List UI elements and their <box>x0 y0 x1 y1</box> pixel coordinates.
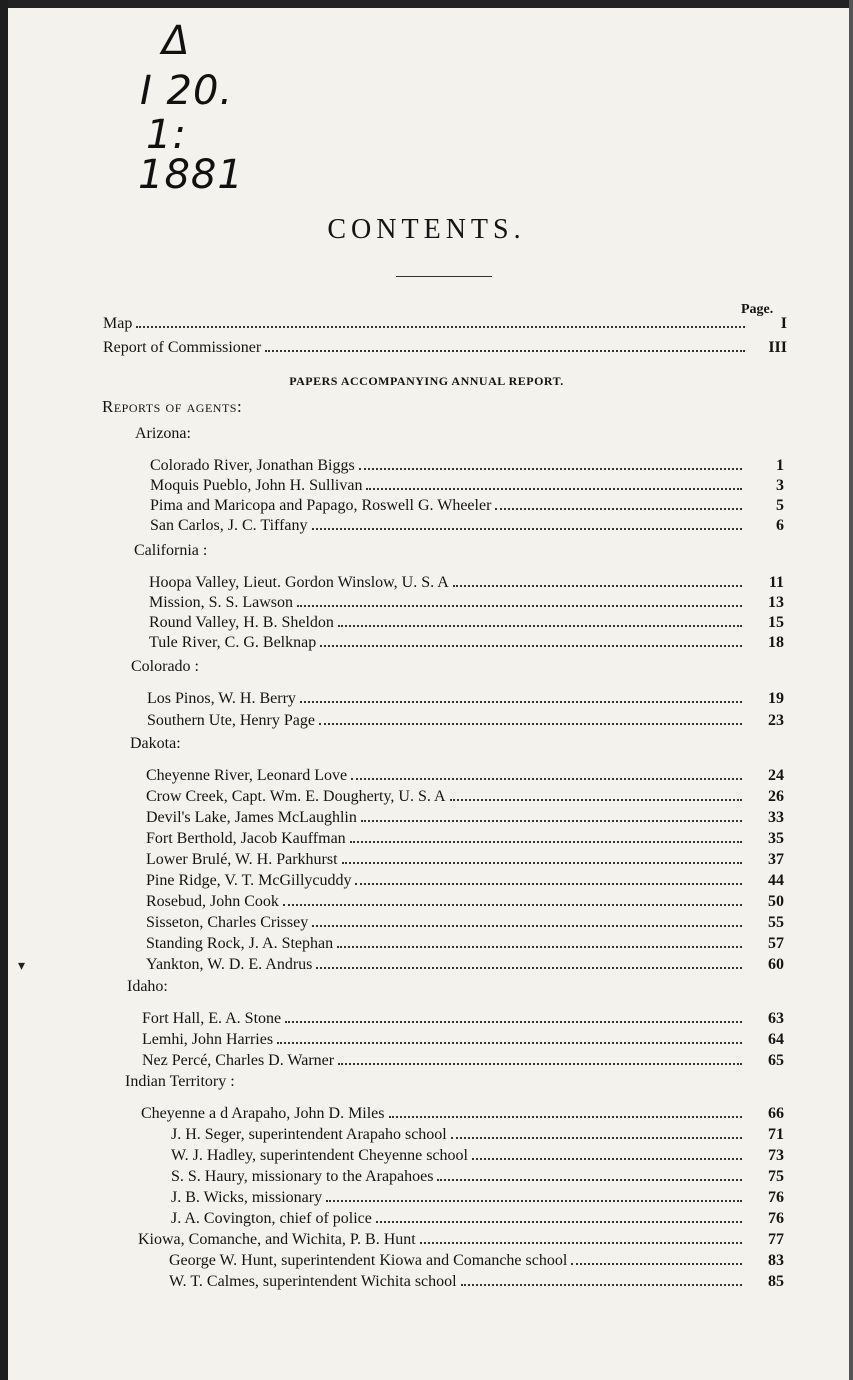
toc-entry <box>150 515 784 535</box>
toc-entry <box>171 1124 784 1144</box>
title-rule <box>396 276 492 277</box>
toc-entry-label: Map <box>103 315 133 332</box>
toc-entry-label: Moquis Pueblo, John H. Sullivan <box>150 477 363 494</box>
leader-dots <box>320 645 742 647</box>
toc-entry-label: Mission, S. S. Lawson <box>149 594 294 611</box>
toc-entry-page: 19 <box>768 690 784 707</box>
toc-entry <box>150 455 784 475</box>
toc-entry-label: J. A. Covington, chief of police <box>171 1210 372 1227</box>
toc-entry <box>149 632 784 652</box>
toc-entry <box>146 765 784 785</box>
toc-entry-label: Rosebud, John Cook <box>146 893 279 910</box>
toc-entry <box>146 849 784 869</box>
toc-entry-label: Fort Berthold, Jacob Kauffman <box>146 830 346 847</box>
toc-entry-label: San Carlos, J. C. Tiffany <box>150 517 308 534</box>
handwritten-year: 1881 <box>138 152 244 198</box>
handwritten-mark-1: Δ <box>162 18 191 64</box>
leader-dots <box>571 1263 742 1265</box>
leader-dots <box>285 1021 742 1023</box>
toc-entry <box>146 912 784 932</box>
toc-entry-report-of-commissioner <box>103 337 787 357</box>
toc-entry-page: 66 <box>768 1105 784 1122</box>
toc-entry-label: Fort Hall, E. A. Stone <box>142 1010 282 1027</box>
section-heading: PAPERS ACCOMPANYING ANNUAL REPORT. <box>289 374 564 388</box>
toc-entry <box>147 710 784 730</box>
leader-dots <box>359 468 742 470</box>
toc-entry <box>149 612 784 632</box>
toc-entry-page: 11 <box>768 574 784 591</box>
toc-entry-page: 18 <box>768 634 784 651</box>
toc-entry <box>150 475 784 495</box>
toc-entry-label: Southern Ute, Henry Page <box>147 712 315 729</box>
toc-entry <box>146 807 784 827</box>
toc-entry-page: 1 <box>776 457 784 474</box>
toc-entry-page: 6 <box>776 517 784 534</box>
toc-entry <box>169 1250 784 1270</box>
toc-entry-label: Los Pinos, W. H. Berry <box>147 690 296 707</box>
leader-dots <box>376 1221 742 1223</box>
toc-entry-page: 63 <box>768 1010 784 1027</box>
toc-entry <box>138 1229 784 1249</box>
scan-edge-left <box>0 0 8 1380</box>
toc-entry-page: 83 <box>768 1252 784 1269</box>
toc-entry-page: III <box>768 339 787 356</box>
leader-dots <box>389 1116 742 1118</box>
toc-entry <box>146 786 784 806</box>
toc-entry-label: J. B. Wicks, missionary <box>171 1189 323 1206</box>
scan-edge-right <box>849 0 853 1380</box>
state-heading-dakota: Dakota: <box>130 735 181 752</box>
toc-entry-label: Pima and Maricopa and Papago, Roswell G. Wheeler <box>150 497 492 514</box>
toc-entry-label: Lemhi, John Harries <box>142 1031 274 1048</box>
toc-entry-label: Sisseton, Charles Crissey <box>146 914 309 931</box>
toc-entry-page: 33 <box>768 809 784 826</box>
toc-entry-label: Devil's Lake, James McLaughlin <box>146 809 357 826</box>
toc-entry-page: 50 <box>768 893 784 910</box>
leader-dots <box>297 605 742 607</box>
leader-dots <box>437 1179 742 1181</box>
toc-entry-label: W. J. Hadley, superintendent Cheyenne school <box>171 1147 468 1164</box>
leader-dots <box>355 883 742 885</box>
toc-entry <box>171 1187 784 1207</box>
toc-entry-label: Report of Commissioner <box>103 339 262 356</box>
toc-entry-page: 65 <box>768 1052 784 1069</box>
toc-entry <box>146 891 784 911</box>
toc-entry <box>150 495 784 515</box>
toc-entry-label: Cheyenne River, Leonard Love <box>146 767 348 784</box>
handwritten-mark-3: 1: <box>146 112 187 158</box>
toc-entry-page: 57 <box>768 935 784 952</box>
toc-entry-label: Colorado River, Jonathan Biggs <box>150 457 355 474</box>
leader-dots <box>472 1158 742 1160</box>
leader-dots <box>319 723 742 725</box>
toc-entry-page: 73 <box>768 1147 784 1164</box>
toc-entry <box>149 572 784 592</box>
handwritten-mark-2: I 20. <box>140 68 234 114</box>
toc-entry-label: Crow Creek, Capt. Wm. E. Dougherty, U. S. A <box>146 788 446 805</box>
toc-entry-page: 24 <box>768 767 784 784</box>
toc-entry-page: I <box>780 315 787 332</box>
toc-entry-label: Yankton, W. D. E. Andrus <box>146 956 313 973</box>
toc-entry <box>141 1103 784 1123</box>
scan-edge-top <box>0 0 853 8</box>
toc-entry-label: Hoopa Valley, Lieut. Gordon Winslow, U. S. A <box>149 574 449 591</box>
toc-entry-label: W. T. Calmes, superintendent Wichita school <box>169 1273 457 1290</box>
toc-entry-page: 37 <box>768 851 784 868</box>
toc-entry-label: Tule River, C. G. Belknap <box>149 634 317 651</box>
toc-entry-page: 26 <box>768 788 784 805</box>
toc-entry-label: Nez Percé, Charles D. Warner <box>142 1052 335 1069</box>
leader-dots <box>453 585 742 587</box>
toc-entry <box>171 1145 784 1165</box>
toc-entry-label: Cheyenne a d Arapaho, John D. Miles <box>141 1105 385 1122</box>
page-title: CONTENTS. <box>327 214 526 245</box>
leader-dots <box>420 1242 742 1244</box>
toc-entry-label: Lower Brulé, W. H. Parkhurst <box>146 851 338 868</box>
toc-entry-label: George W. Hunt, superintendent Kiowa and Comanche school <box>169 1252 568 1269</box>
toc-entry-page: 13 <box>768 594 784 611</box>
toc-entry-page: 15 <box>768 614 784 631</box>
leader-dots <box>326 1200 742 1202</box>
toc-entry-page: 60 <box>768 956 784 973</box>
leader-dots <box>312 925 742 927</box>
leader-dots <box>461 1284 742 1286</box>
leader-dots <box>300 701 742 703</box>
leader-dots <box>338 1063 742 1065</box>
leader-dots <box>337 946 742 948</box>
toc-entry-label: Pine Ridge, V. T. McGillycuddy <box>146 872 352 889</box>
toc-entry <box>142 1008 784 1028</box>
toc-entry <box>147 688 784 708</box>
toc-entry-label: S. S. Haury, missionary to the Arapahoes <box>171 1168 434 1185</box>
toc-entry <box>146 933 784 953</box>
toc-entry-page: 76 <box>768 1189 784 1206</box>
state-heading-idaho: Idaho: <box>127 978 168 995</box>
leader-dots <box>342 862 742 864</box>
toc-entry-page: 71 <box>768 1126 784 1143</box>
toc-entry <box>146 870 784 890</box>
toc-entry-page: 75 <box>768 1168 784 1185</box>
state-heading-colorado: Colorado : <box>131 658 199 675</box>
toc-entry <box>146 954 784 974</box>
toc-entry <box>171 1208 784 1228</box>
toc-entry-page: 44 <box>768 872 784 889</box>
leader-dots <box>277 1042 742 1044</box>
state-heading-arizona: Arizona: <box>135 425 191 442</box>
leader-dots <box>265 350 745 352</box>
toc-entry-page: 35 <box>768 830 784 847</box>
toc-entry-page: 23 <box>768 712 784 729</box>
leader-dots <box>351 778 742 780</box>
toc-entry-label: Round Valley, H. B. Sheldon <box>149 614 334 631</box>
leader-dots <box>495 508 742 510</box>
toc-entry-label: Standing Rock, J. A. Stephan <box>146 935 334 952</box>
toc-entry-page: 5 <box>776 497 784 514</box>
toc-entry-page: 3 <box>776 477 784 494</box>
toc-entry-page: 77 <box>768 1231 784 1248</box>
toc-entry <box>142 1050 784 1070</box>
leader-dots <box>350 841 742 843</box>
leader-dots <box>450 799 742 801</box>
toc-entry <box>146 828 784 848</box>
toc-entry-label: Kiowa, Comanche, and Wichita, P. B. Hunt <box>138 1231 416 1248</box>
leader-dots <box>366 488 742 490</box>
leader-dots <box>136 326 745 328</box>
margin-mark: ▾ <box>18 959 26 974</box>
state-heading-indian-territory: Indian Territory : <box>125 1073 235 1090</box>
page-column-label: Page. <box>741 302 774 317</box>
reports-of-agents-heading: Reports of agents: <box>102 397 243 416</box>
toc-entry <box>171 1166 784 1186</box>
toc-entry-page: 64 <box>768 1031 784 1048</box>
toc-entry-page: 85 <box>768 1273 784 1290</box>
leader-dots <box>312 528 742 530</box>
leader-dots <box>451 1137 742 1139</box>
toc-entry-map <box>103 313 787 333</box>
toc-entry-page: 76 <box>768 1210 784 1227</box>
toc-entry <box>142 1029 784 1049</box>
state-heading-california: California : <box>134 542 208 559</box>
toc-entry-label: J. H. Seger, superintendent Arapaho school <box>171 1126 447 1143</box>
toc-entry <box>149 592 784 612</box>
leader-dots <box>283 904 742 906</box>
toc-entry <box>169 1271 784 1291</box>
leader-dots <box>316 967 742 969</box>
leader-dots <box>361 820 742 822</box>
toc-entry-page: 55 <box>768 914 784 931</box>
leader-dots <box>338 625 742 627</box>
